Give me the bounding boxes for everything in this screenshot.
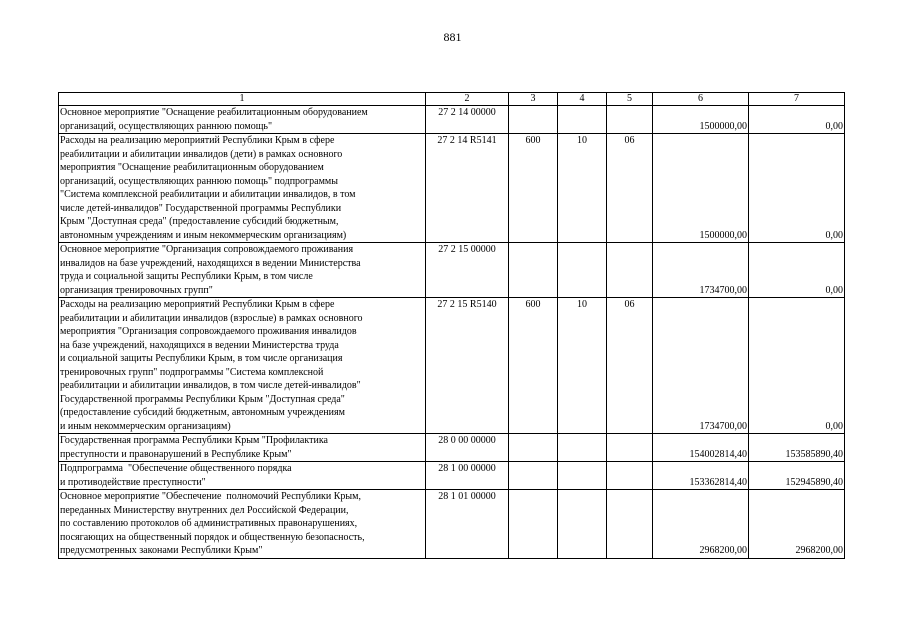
table-row bbox=[59, 134, 845, 243]
table-row bbox=[59, 298, 845, 434]
row-amount2-cell: 153585890,40 bbox=[749, 434, 845, 462]
row-name-cell: Расходы на реализацию мероприятий Республики Крым в сфере реабилитации и абилитации инвалидов (дети) в рамках основного мероприятия "Оснащение реабилитационным оборудованием организаций, осуществляющих раннюю помощь" подпрограммы "Система комплексной реабилитации и абилитации инвалидов, в том числе детей-инвалидов" Государственной программы Республики Крым "Доступная среда" (предоставление субсидий бюджетным, автономным учреждениям и иным некоммерческим организациям) bbox=[59, 134, 426, 243]
row-amount2-cell: 0,00 bbox=[749, 243, 845, 298]
row-name-cell: Основное мероприятие "Обеспечение полномочий Республики Крым, переданных Министерству внутренних дел Российской Федерации, по составлению протоколов об административных правонарушениях, посягающих на общественный порядок и общественную безопасность, предусмотренных законами Республики Крым" bbox=[59, 490, 426, 559]
row-code-cell: 27 2 14 R5141 bbox=[426, 134, 509, 243]
column-header: 6 bbox=[653, 93, 749, 106]
row-name-cell: Основное мероприятие "Организация сопровождаемого проживания инвалидов на базе учреждений, находящихся в ведении Министерства труда и социальной защиты Республики Крым, в том числе организация тренировочных групп" bbox=[59, 243, 426, 298]
row-col3-cell bbox=[509, 490, 558, 559]
budget-table bbox=[58, 92, 845, 559]
row-amount1-cell: 1500000,00 bbox=[653, 106, 749, 134]
row-col4-cell bbox=[558, 106, 607, 134]
row-col3-cell bbox=[509, 243, 558, 298]
row-col3-cell: 600 bbox=[509, 134, 558, 243]
row-code-cell: 28 0 00 00000 bbox=[426, 434, 509, 462]
row-col4-cell bbox=[558, 490, 607, 559]
row-name-cell: Подпрограмма "Обеспечение общественного порядка и противодействие преступности" bbox=[59, 462, 426, 490]
table-row bbox=[59, 434, 845, 462]
row-col4-cell bbox=[558, 462, 607, 490]
row-col3-cell bbox=[509, 106, 558, 134]
row-amount2-cell: 0,00 bbox=[749, 298, 845, 434]
row-amount1-cell: 153362814,40 bbox=[653, 462, 749, 490]
column-header: 1 bbox=[59, 93, 426, 106]
row-amount2-cell: 152945890,40 bbox=[749, 462, 845, 490]
page-number: 881 bbox=[443, 30, 462, 44]
row-name-cell: Расходы на реализацию мероприятий Республики Крым в сфере реабилитации и абилитации инвалидов (взрослые) в рамках основного мероприятия "Организация сопровождаемого проживания инвалидов на базе учреждений, находящихся в ведении Министерства труда и социальной защиты Республики Крым, в том числе организация тренировочных групп" подпрограммы "Система комплексной реабилитации и абилитации инвалидов, в том числе детей-инвалидов" Государственной программы Республики Крым "Доступная среда" (предоставление субсидий бюджетным, автономным учреждениям и иным некоммерческим организациям) bbox=[59, 298, 426, 434]
row-col3-cell bbox=[509, 462, 558, 490]
row-amount1-cell: 154002814,40 bbox=[653, 434, 749, 462]
row-col4-cell: 10 bbox=[558, 134, 607, 243]
column-header: 3 bbox=[509, 93, 558, 106]
column-header: 7 bbox=[749, 93, 845, 106]
row-code-cell: 27 2 15 R5140 bbox=[426, 298, 509, 434]
table-row bbox=[59, 462, 845, 490]
column-header: 4 bbox=[558, 93, 607, 106]
column-number-row bbox=[59, 93, 845, 106]
row-amount1-cell: 1734700,00 bbox=[653, 298, 749, 434]
row-col4-cell: 10 bbox=[558, 298, 607, 434]
table-row bbox=[59, 490, 845, 559]
row-col5-cell bbox=[607, 243, 653, 298]
row-amount2-cell: 2968200,00 bbox=[749, 490, 845, 559]
row-col5-cell bbox=[607, 462, 653, 490]
row-amount2-cell: 0,00 bbox=[749, 134, 845, 243]
row-code-cell: 28 1 01 00000 bbox=[426, 490, 509, 559]
row-name-cell: Государственная программа Республики Крым "Профилактика преступности и правонарушений в Республике Крым" bbox=[59, 434, 426, 462]
row-col5-cell: 06 bbox=[607, 298, 653, 434]
row-col5-cell bbox=[607, 434, 653, 462]
row-col5-cell bbox=[607, 490, 653, 559]
table-row bbox=[59, 106, 845, 134]
column-header: 5 bbox=[607, 93, 653, 106]
row-col5-cell: 06 bbox=[607, 134, 653, 243]
row-code-cell: 27 2 15 00000 bbox=[426, 243, 509, 298]
row-amount1-cell: 1500000,00 bbox=[653, 134, 749, 243]
row-amount1-cell: 1734700,00 bbox=[653, 243, 749, 298]
row-code-cell: 27 2 14 00000 bbox=[426, 106, 509, 134]
row-amount1-cell: 2968200,00 bbox=[653, 490, 749, 559]
row-col4-cell bbox=[558, 434, 607, 462]
table-row bbox=[59, 243, 845, 298]
row-col4-cell bbox=[558, 243, 607, 298]
row-col3-cell: 600 bbox=[509, 298, 558, 434]
row-col3-cell bbox=[509, 434, 558, 462]
row-amount2-cell: 0,00 bbox=[749, 106, 845, 134]
row-name-cell: Основное мероприятие "Оснащение реабилитационным оборудованием организаций, осуществляющих раннюю помощь" bbox=[59, 106, 426, 134]
row-code-cell: 28 1 00 00000 bbox=[426, 462, 509, 490]
column-header: 2 bbox=[426, 93, 509, 106]
row-col5-cell bbox=[607, 106, 653, 134]
